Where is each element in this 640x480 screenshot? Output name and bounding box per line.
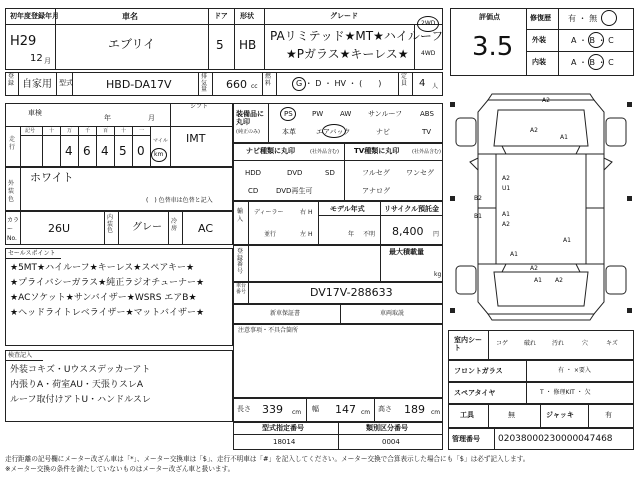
sales-point-label: セールスポイント bbox=[8, 250, 56, 257]
repair-circle bbox=[601, 10, 617, 26]
mile-unit: マイル bbox=[153, 138, 168, 144]
tools-label: 工具 bbox=[460, 411, 474, 419]
interior-sheet-label: 室内シート bbox=[454, 336, 482, 353]
equip-pw: PW bbox=[312, 110, 324, 118]
record-box bbox=[233, 304, 443, 324]
height: 189 bbox=[404, 403, 425, 416]
jack-value: 有 bbox=[605, 411, 612, 419]
digit-h0: 記号 bbox=[25, 128, 36, 134]
interior-circle bbox=[588, 54, 604, 70]
ac-label: 冷房 bbox=[171, 218, 178, 232]
reg-month: 12 bbox=[30, 53, 43, 64]
nav-label: ナビ種類に丸印 bbox=[246, 147, 295, 155]
nav-dvd-play: DVD再生可 bbox=[276, 187, 313, 195]
cap-label: 定員 bbox=[401, 73, 408, 87]
chassis-value: DV17V-288633 bbox=[310, 286, 393, 299]
equipment-label: 装備品に丸印 bbox=[236, 110, 264, 127]
damage-mark: U1 bbox=[502, 185, 511, 192]
inspection-year: 年 bbox=[104, 114, 111, 122]
model-year-unknown: 不明 bbox=[363, 231, 376, 238]
mileage-digit: 4 bbox=[65, 144, 73, 158]
notes-box bbox=[233, 324, 443, 398]
reg-no-label: 登録番号 bbox=[237, 248, 244, 275]
use: 自家用 bbox=[22, 79, 52, 90]
tv-label: TV種類に丸印 bbox=[354, 147, 400, 155]
manage-value: 02038000230000047468 bbox=[498, 434, 613, 444]
cap: 4 bbox=[419, 78, 426, 89]
model-no: 18014 bbox=[273, 438, 296, 446]
disp: 660 bbox=[226, 78, 247, 91]
interior-color-label: 内装色 bbox=[107, 214, 114, 235]
damage-mark: A1 bbox=[560, 134, 568, 141]
width-unit: cm bbox=[361, 409, 371, 416]
jack-label: ジャッキ bbox=[546, 411, 574, 419]
inspector-line: 内張りA・荷室AU・天張りスレA bbox=[10, 380, 144, 390]
digit-h3: 千 bbox=[85, 128, 91, 134]
damage-mark: B1 bbox=[474, 213, 482, 220]
doors: 5 bbox=[216, 38, 224, 52]
shape: HB bbox=[239, 38, 257, 52]
interior-label: 内装 bbox=[532, 58, 546, 66]
mileage-digit: 6 bbox=[83, 144, 91, 158]
import-dealer: ディーラー bbox=[254, 209, 284, 216]
front-glass-label: フロントガラス bbox=[454, 367, 503, 375]
equip-aw: AW bbox=[340, 110, 352, 118]
km-unit: km bbox=[154, 151, 164, 158]
damage-mark: A1 bbox=[534, 277, 542, 284]
max-load-label: 最大積載量 bbox=[389, 248, 424, 256]
damage-mark: B2 bbox=[474, 195, 482, 202]
max-load-unit: kg bbox=[434, 271, 442, 278]
damage-mark: A2 bbox=[502, 221, 510, 228]
model-label: 型式 bbox=[59, 79, 73, 87]
shift: IMT bbox=[186, 132, 206, 145]
inspector-label: 検査記入 bbox=[8, 352, 33, 359]
digit-h6: 一 bbox=[139, 128, 145, 134]
nav-hdd: HDD bbox=[245, 169, 262, 177]
damage-mark: A2 bbox=[530, 127, 538, 134]
import-right: 右 bbox=[300, 209, 307, 216]
width-label: 幅 bbox=[312, 405, 319, 413]
height-unit: cm bbox=[431, 409, 441, 416]
interior-sheet-item: 破れ bbox=[524, 340, 537, 347]
damage-mark: A1 bbox=[510, 251, 518, 258]
exterior-circle bbox=[588, 32, 604, 48]
damage-mark: A1 bbox=[563, 237, 571, 244]
disp-label: 排気量 bbox=[201, 73, 208, 94]
car-name-label: 車名 bbox=[122, 12, 138, 21]
nav-sub: (社外品含む) bbox=[310, 149, 339, 155]
tv-sub: (社外品含む) bbox=[412, 149, 441, 155]
equip-leather: 本革 bbox=[282, 128, 296, 136]
tools-value: 無 bbox=[508, 411, 515, 419]
interior-sheet-item: 穴 bbox=[582, 340, 589, 347]
exterior-options: A ・ B ・ C bbox=[571, 36, 614, 45]
nav-dvd: DVD bbox=[287, 169, 303, 177]
import-h1: H bbox=[308, 209, 313, 216]
footer-line2: ※メーター交換の条件を満たしていないものはメーター改ざん車と扱います。 bbox=[5, 465, 235, 473]
inspection-month: 月 bbox=[148, 114, 155, 122]
length-unit: cm bbox=[292, 409, 302, 416]
equip-sunroof: サンルーフ bbox=[368, 110, 403, 118]
import-h2: H bbox=[308, 231, 313, 238]
drive-badge: 2WD bbox=[421, 20, 436, 27]
recycle-label: リサイクル預託金 bbox=[384, 205, 440, 213]
mileage-label: 走行 bbox=[9, 136, 16, 151]
car-damage-diagram bbox=[448, 88, 634, 324]
equip-ps: PS bbox=[284, 110, 293, 118]
damage-mark: A2 bbox=[530, 265, 538, 272]
import-label: 輸入 bbox=[237, 208, 244, 223]
repair-label: 修復歴 bbox=[530, 14, 551, 22]
equip-airbag: エアバック bbox=[316, 128, 351, 136]
model: HBD-DA17V bbox=[106, 78, 172, 91]
car-name: エブリイ bbox=[108, 37, 156, 51]
import-parallel: 並行 bbox=[264, 231, 277, 238]
damage-mark: A2 bbox=[542, 97, 550, 104]
shift-label: シフト bbox=[190, 103, 209, 110]
equipment-sublabel: (純正のみ) bbox=[236, 129, 260, 135]
front-glass-options: 有 ・ ×要入 bbox=[558, 367, 591, 374]
reg-label: 登録 bbox=[8, 73, 15, 87]
spare-tire-label: スペアタイヤ bbox=[454, 389, 496, 397]
score-value: 3.5 bbox=[472, 32, 514, 62]
chassis-label: 車台番号 bbox=[236, 283, 247, 295]
digit-h4: 百 bbox=[103, 128, 109, 134]
repair-options: 有 ・ 無 bbox=[568, 14, 598, 23]
score-label: 評価点 bbox=[479, 13, 500, 21]
sales-line: ★ACソケット★サンバイザー★WSRS エアB★ bbox=[10, 293, 197, 303]
equip-navi: ナビ bbox=[376, 128, 390, 136]
height-label: 高さ bbox=[378, 405, 392, 413]
manage-label: 管理番号 bbox=[452, 435, 480, 443]
class-no-label: 類別区分番号 bbox=[366, 424, 408, 432]
nav-cd: CD bbox=[248, 187, 259, 195]
cap-unit: 人 bbox=[432, 83, 439, 90]
model-year-unit: 年 bbox=[348, 231, 355, 238]
fuel-options: G ・ D ・ HV ・ ( ) bbox=[296, 79, 382, 88]
exterior-color-note: ( ) 色替車は色替と記入 bbox=[146, 197, 213, 204]
reg-year: H29 bbox=[10, 34, 37, 49]
recycle: 8,400 bbox=[392, 225, 424, 238]
length-label: 長さ bbox=[237, 405, 251, 413]
sales-line: ★プライバシーガラス★純正ラジオチューナー★ bbox=[10, 278, 205, 288]
mileage-digit: 0 bbox=[137, 144, 145, 158]
equip-abs: ABS bbox=[420, 110, 434, 118]
door-label: ドア bbox=[214, 12, 228, 20]
equip-tv: TV bbox=[422, 128, 432, 136]
record-manual: 車両取説 bbox=[380, 310, 405, 317]
drive-badge-4wd: 4WD bbox=[421, 50, 436, 57]
inspection-label: 車検 bbox=[28, 109, 42, 117]
grade-line1: PAリミテッド★MT★ハイルーフ bbox=[270, 29, 444, 43]
color-code-label: カラー No. bbox=[7, 217, 20, 242]
interior-sheet-item: コゲ bbox=[496, 340, 509, 347]
import-left: 左 bbox=[300, 231, 307, 238]
nav-sd: SD bbox=[325, 169, 335, 177]
interior-options: A ・ B ・ C bbox=[571, 58, 614, 67]
grade-line2: ★Pガラス★キーレス★ bbox=[286, 47, 409, 61]
reg-year-label: 初年度登録年月 bbox=[10, 12, 59, 20]
interior-sheet-item: 汚れ bbox=[552, 340, 565, 347]
tv-oneseg: ワンセグ bbox=[406, 169, 434, 177]
interior-sheet-item: キズ bbox=[606, 340, 618, 347]
class-no: 0004 bbox=[382, 438, 400, 446]
exterior-color-label: 外装色 bbox=[8, 180, 15, 203]
sales-line: ★5MT★ハイルーフ★キーレス★スペアキー★ bbox=[10, 263, 195, 273]
month-unit: 月 bbox=[44, 57, 51, 65]
damage-mark: A2 bbox=[555, 277, 563, 284]
mileage-digit: 4 bbox=[101, 144, 109, 158]
inspector-line: ルーフ取付けアトU・ハンドルスレ bbox=[10, 395, 151, 405]
fuel-label: 燃料 bbox=[265, 73, 272, 87]
digit-h5: 十 bbox=[121, 128, 127, 134]
damage-mark: A2 bbox=[502, 175, 510, 182]
shape-label: 形状 bbox=[240, 12, 254, 20]
damage-mark: A1 bbox=[502, 211, 510, 218]
model-no-label: 型式指定番号 bbox=[262, 424, 304, 432]
color-code: 26U bbox=[48, 222, 71, 235]
length: 339 bbox=[262, 403, 283, 416]
digit-h2: 万 bbox=[67, 128, 73, 134]
inspector-line: 外装コキズ・Uウススデッカーアト bbox=[10, 365, 151, 375]
disp-unit: cc bbox=[251, 83, 258, 90]
record-new-car: 新車保証書 bbox=[270, 310, 301, 317]
spare-tire-options: T ・ 修理KIT ・ 欠 bbox=[540, 389, 591, 396]
footer-line1: 走行距離の記号欄にメーター改ざん車は「*」、メーター交換車は「$」、走行不明車は「#」を記入してください。メーター交換で合算表示した場合にも「$」は必ず記入します。 bbox=[5, 455, 530, 463]
exterior-label: 外装 bbox=[532, 36, 546, 44]
width: 147 bbox=[335, 403, 356, 416]
model-year-label: モデル年式 bbox=[330, 205, 365, 213]
exterior-color: ホワイト bbox=[30, 171, 74, 184]
digit-h1: 十 bbox=[49, 128, 55, 134]
ac: AC bbox=[198, 222, 214, 235]
tv-fullseg: フルセグ bbox=[362, 169, 390, 177]
grade-label: グレード bbox=[330, 12, 358, 20]
tv-analog: アナログ bbox=[362, 187, 390, 195]
recycle-unit: 円 bbox=[433, 231, 440, 238]
sales-line: ★ヘッドライトレベライザー★マットバイザー★ bbox=[10, 308, 205, 318]
mileage-digit: 5 bbox=[119, 144, 127, 158]
interior-color: グレー bbox=[132, 222, 162, 233]
notes-label: 注意事項・不具合箇所 bbox=[238, 327, 299, 334]
